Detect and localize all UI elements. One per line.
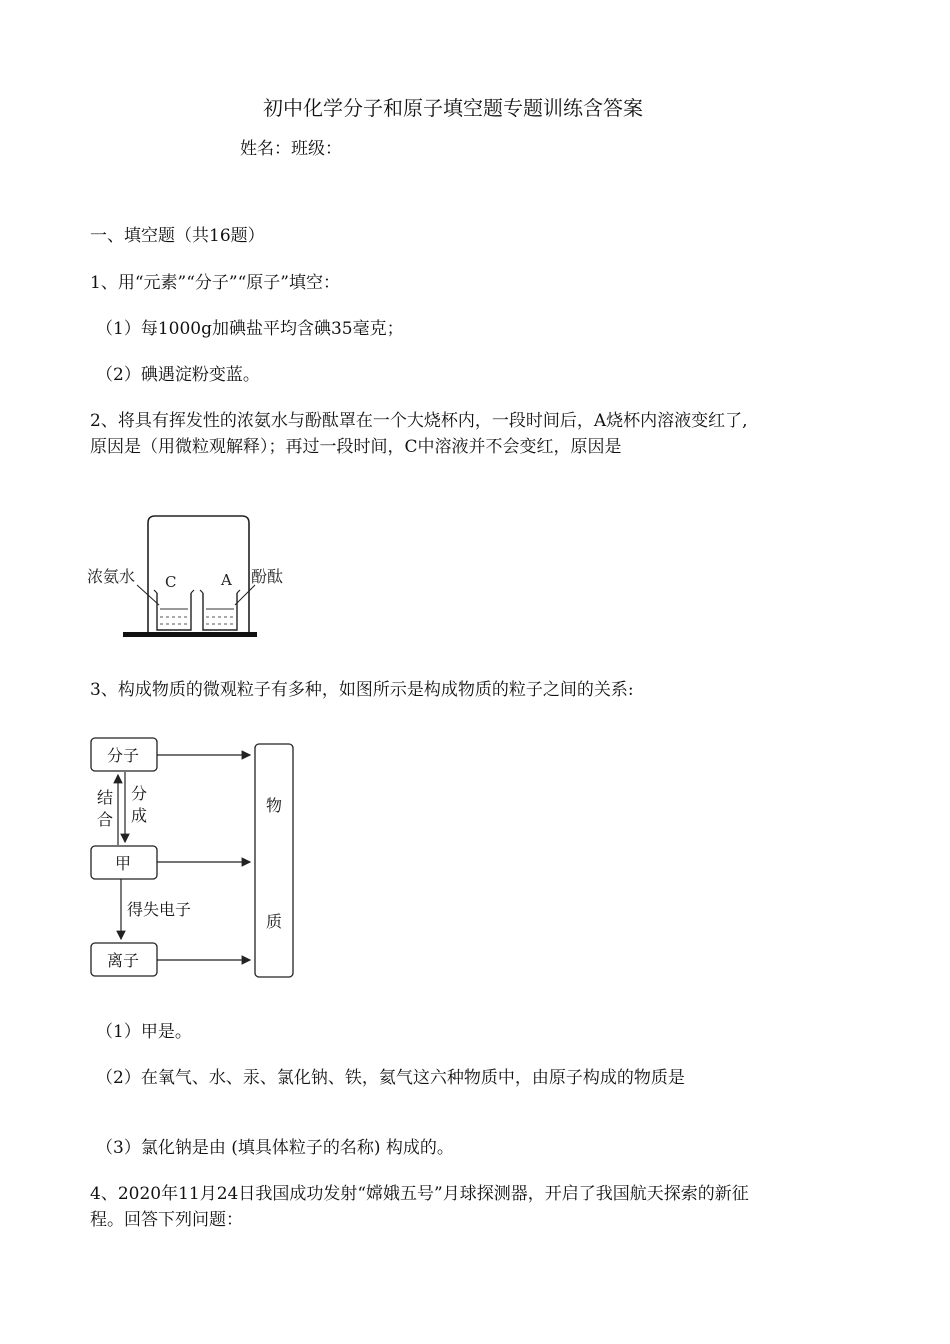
jia-label: 甲 <box>115 854 132 873</box>
split-label-2: 成 <box>131 806 148 825</box>
large-beaker <box>148 516 249 633</box>
beaker-figure <box>85 505 295 645</box>
q3-sub2: （2）在氧气、水、汞、氯化钠、铁，氦气这六种物质中，由原子构成的物质是 <box>96 1068 685 1088</box>
gain-lose-label: 得失电子 <box>127 900 192 919</box>
combine-label-2: 合 <box>97 810 114 829</box>
q1-stem: 1、用“元素”“分子”“原子”填空： <box>90 273 340 293</box>
molecule-label: 分子 <box>107 746 140 765</box>
combine-label-1: 结 <box>97 788 114 807</box>
phenolphthalein-label: 酚酞 <box>251 567 284 586</box>
section-heading: 一、填空题（共16题） <box>90 226 265 246</box>
q4-line1: 4、2020年11月24日我国成功发射“嫦娥五号”月球探测器，开启了我国航天探索的新征 <box>90 1184 749 1204</box>
particle-diagram <box>85 735 305 985</box>
q4-line2: 程。回答下列问题： <box>90 1210 243 1230</box>
matter-label-2: 质 <box>266 912 283 931</box>
beaker-c-label: C <box>165 573 177 591</box>
beaker-a <box>200 590 240 630</box>
matter-label-1: 物 <box>266 796 283 815</box>
name-class-line: 姓名：班级： <box>240 139 342 159</box>
matter-box <box>255 744 293 977</box>
beaker-c <box>154 590 194 630</box>
ammonia-label: 浓氨水 <box>87 567 136 586</box>
split-label-1: 分 <box>131 784 148 803</box>
q1-sub1: （1）每1000g加碘盐平均含碘35毫克； <box>96 319 404 339</box>
q2-line2: 原因是（用微粒观解释）；再过一段时间，C中溶液并不会变红，原因是 <box>90 437 622 457</box>
beaker-a-label: A <box>221 571 232 589</box>
base-plate <box>123 632 257 637</box>
ion-label: 离子 <box>107 951 140 970</box>
phenolphthalein-leader <box>235 585 255 605</box>
q3-sub1: （1）甲是。 <box>96 1022 192 1042</box>
document-title: 初中化学分子和原子填空题专题训练含答案 <box>263 96 643 120</box>
q3-sub3: （3）氯化钠是由 (填具体粒子的名称) 构成的。 <box>96 1138 454 1158</box>
q1-sub2: （2）碘遇淀粉变蓝。 <box>96 365 260 385</box>
q2-line1: 2、将具有挥发性的浓氨水与酚酞罩在一个大烧杯内，一段时间后，A烧杯内溶液变红了, <box>90 411 748 431</box>
q3-stem: 3、构成物质的微观粒子有多种，如图所示是构成物质的粒子之间的关系: <box>90 680 634 700</box>
